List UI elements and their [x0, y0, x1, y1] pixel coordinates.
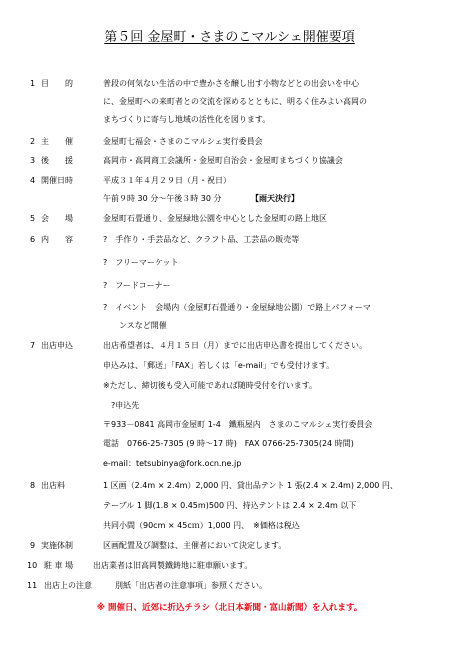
- item-text: 1 区画（2.4m × 2.4m）2,000 円、貸出品テント 1 張(2.4 × 2.4m) 2,000 円、: [103, 481, 398, 490]
- item-text: まちづくりに寄与し地域の活性化を図ります。: [103, 115, 271, 124]
- item-text: 高岡市・高岡商工会議所・金屋町自治会・金屋町まちづくり協議会: [103, 156, 343, 165]
- item-application-3: [0, 377, 459, 394]
- item-label: 実施体制: [41, 541, 73, 550]
- item-label: 駐 車 場: [44, 561, 74, 570]
- item-number: 8: [30, 481, 36, 490]
- item-contents-3: [0, 277, 459, 294]
- item-fee-3: [0, 517, 459, 534]
- item-application-7: [0, 455, 459, 472]
- item-label: 開催日時: [41, 176, 73, 185]
- item-contents: [0, 231, 459, 248]
- item-purpose-line3: [0, 111, 459, 128]
- item-text: ※ただし、締切後も受入可能であれば随時受付を行います。: [103, 381, 318, 390]
- item-text: 電話 0766-25-7305 (9 時〜17 時) FAX 0766-25-7305(24 時間): [103, 439, 354, 448]
- rain-note: 【雨天決行】: [251, 194, 299, 203]
- item-application-2: [0, 357, 459, 374]
- item-text: ンスなど開催: [103, 321, 167, 330]
- item-label: 出店料: [41, 481, 65, 490]
- item-text: ?申込先: [103, 401, 140, 410]
- item-number: 3: [30, 156, 36, 165]
- item-text: 金屋町石畳通り、金屋緑地公園を中心とした金屋町の路上地区: [103, 214, 327, 223]
- item-application-6: [0, 435, 459, 452]
- item-structure: [0, 537, 459, 554]
- item-parking: [0, 557, 459, 574]
- item-text: 普段の何気ない生活の中で豊かさを醸し出す小物などとの出会いを中心: [103, 79, 359, 88]
- item-contents-4b: [0, 317, 459, 334]
- item-number: 10: [27, 561, 38, 570]
- item-number: 1: [30, 79, 36, 88]
- item-label: 出店上の注意: [44, 581, 92, 590]
- item-organizer: [0, 133, 459, 150]
- item-text: 金屋町七福会・さまのこマルシェ実行委員会: [103, 137, 263, 146]
- item-text: ? フリーマーケット: [103, 258, 179, 267]
- item-number: 5: [30, 214, 36, 223]
- item-text: 出店希望者は、４月１５日（月）までに出店申込書を提出してください。: [103, 341, 367, 350]
- item-label: 後 援: [41, 156, 73, 165]
- item-label: 内 容: [41, 235, 73, 244]
- flyer-notice: ※ 開催日、近郊に折込チラシ（北日本新聞・富山新聞）を入れます。: [96, 603, 363, 613]
- item-purpose: [0, 75, 459, 92]
- item-number: 6: [30, 235, 36, 244]
- item-application: [0, 337, 459, 354]
- item-text: ? イベント 会場内（金屋町石畳通り・金屋緑地公園）で路上パフォーマ: [103, 303, 371, 312]
- document-title: [0, 30, 459, 46]
- item-label: 主 催: [41, 137, 73, 146]
- item-text: 共同小間（90cm × 45cｍ）1,000 円、 ※価格は税込: [103, 521, 300, 530]
- item-label: 出店申込: [41, 341, 73, 350]
- document-title-text: 第５回 金屋町・さまのこマルシェ開催要項: [104, 30, 355, 45]
- item-text: 区画配置及び調整は、主催者において決定します。: [103, 541, 287, 550]
- item-application-4: [0, 397, 459, 414]
- item-time: [0, 190, 459, 207]
- item-application-5: [0, 416, 459, 433]
- item-text: 出店業者は旧高岡製鐵鋳地に駐車願います。: [93, 561, 253, 570]
- item-number: 4: [30, 176, 36, 185]
- item-fee: [0, 477, 459, 494]
- item-text: ? 手作り・手芸品など、クラフト品、工芸品の販売等: [103, 235, 300, 244]
- item-number: 9: [30, 541, 36, 550]
- item-text: 〒933－0841 高岡市金屋町 1-4 鐵瓶屋内 さまのこマルシェ実行委員会: [103, 420, 373, 429]
- item-contents-2: [0, 254, 459, 271]
- item-text: 午前９時 30 分〜午後３時 30 分: [103, 194, 222, 203]
- item-sponsor: [0, 152, 459, 169]
- item-number: 11: [27, 581, 38, 590]
- item-text: 平成３１年４月２９日（月・祝日）: [103, 176, 231, 185]
- item-purpose-line2: [0, 93, 459, 110]
- item-venue: [0, 210, 459, 227]
- item-text: 別紙「出店者の注意事項」参照ください。: [115, 581, 267, 590]
- item-label: 会 場: [41, 214, 73, 223]
- item-datetime: [0, 172, 459, 189]
- item-text: e-mail：tetsubinya@fork.ocn.ne.jp: [103, 459, 242, 468]
- item-label: 目 的: [41, 79, 73, 88]
- item-contents-4: [0, 299, 459, 316]
- item-notes: [0, 577, 459, 594]
- item-text: 申込みは、「郵送」「FAX」若しくは「e-mail」でも受付けます。: [103, 361, 335, 370]
- item-fee-2: [0, 497, 459, 514]
- item-number: 2: [30, 137, 36, 146]
- item-text: テーブル 1 脚(1.8 × 0.45m)500 円、持込テントは 2.4 × 2.4m 以下: [103, 501, 357, 510]
- item-number: 7: [30, 341, 36, 350]
- item-text: に、金屋町への来町者との交流を深めるとともに、明るく住みよい高岡の: [103, 97, 367, 106]
- item-text: ? フードコーナー: [103, 281, 171, 290]
